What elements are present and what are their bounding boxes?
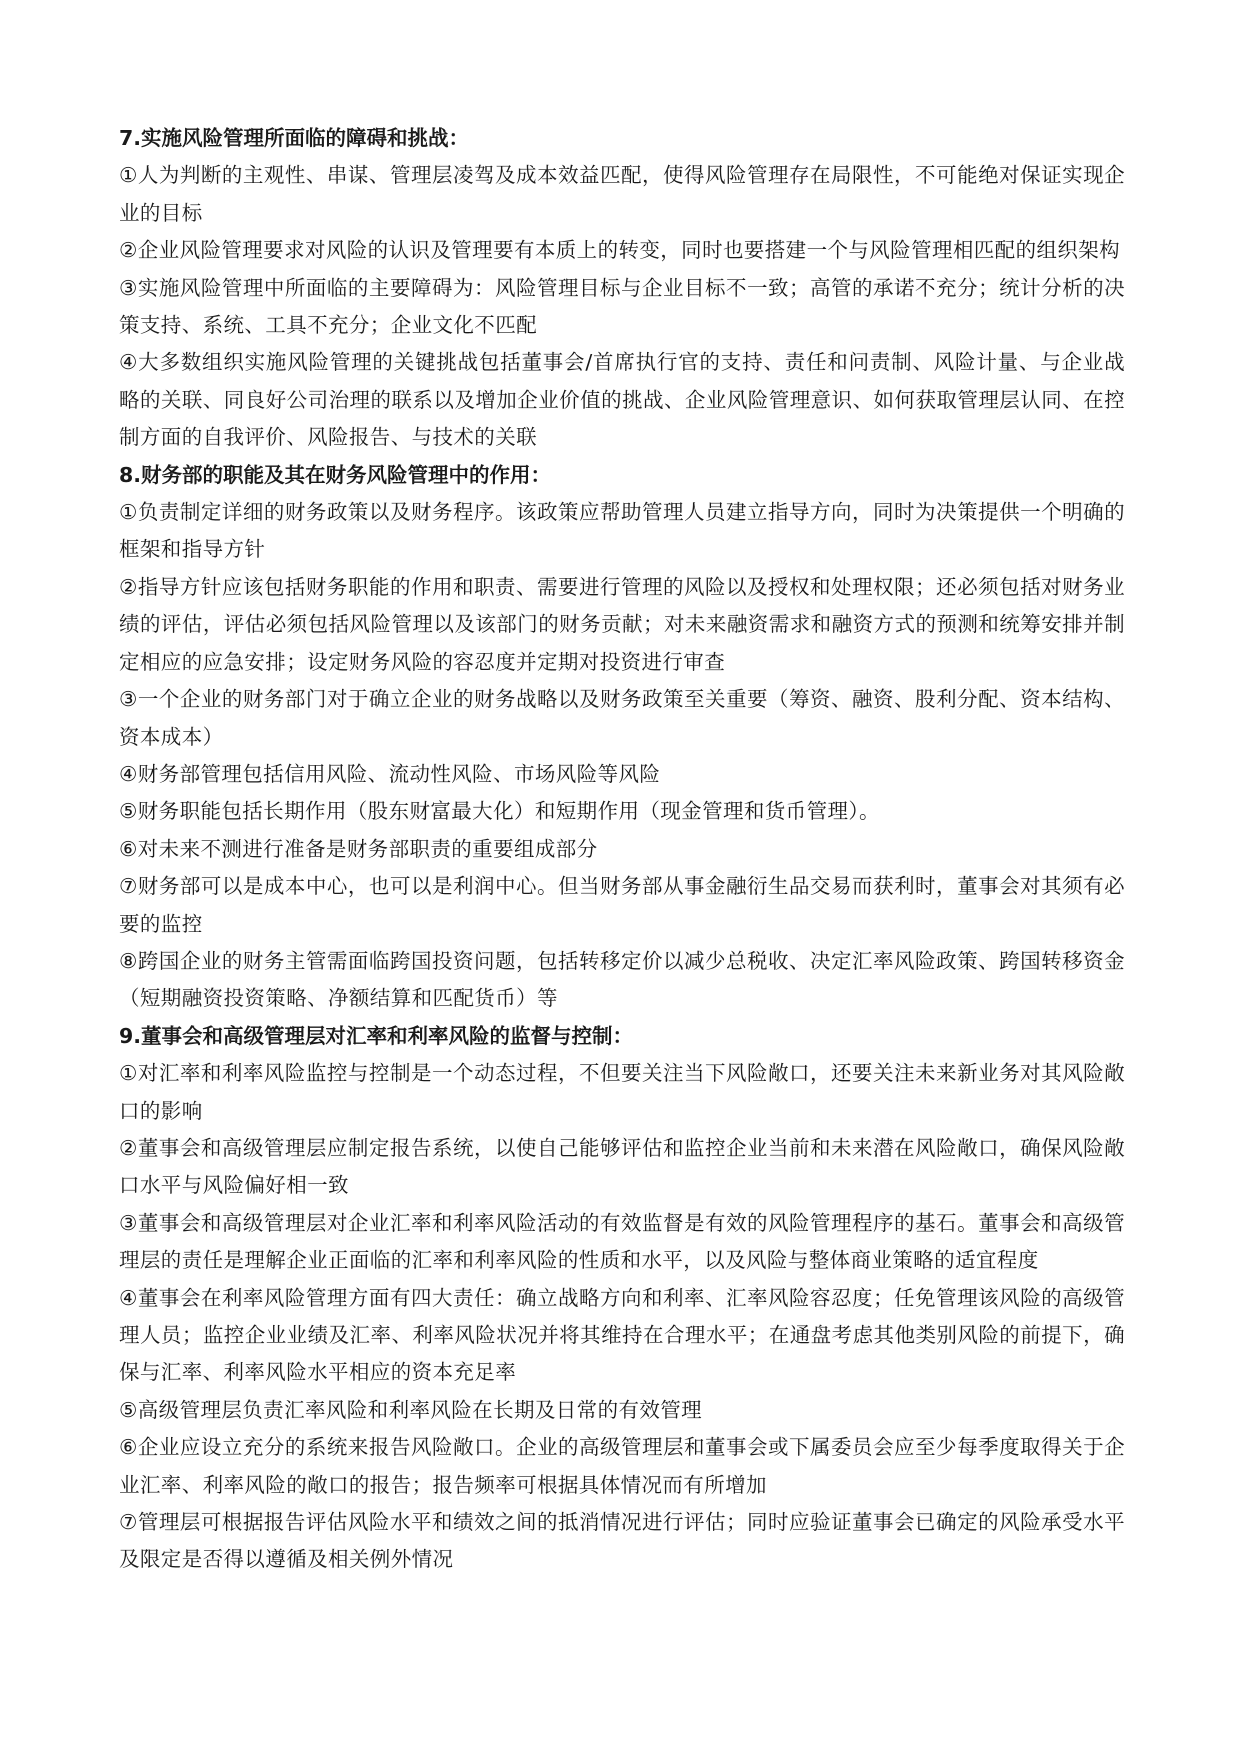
list-item: ④董事会在利率风险管理方面有四大责任：确立战略方向和利率、汇率风险容忍度；任免管理该风险的高级管理人员；监控企业业绩及汇率、利率风险状况并将其维持在合理水平；在通盘考虑其他类别风险的前提下，确保与汇率、利率风险水平相应的资本充足率 — [119, 1285, 1125, 1385]
section-heading: 8.财务部的职能及其在财务风险管理中的作用： — [119, 462, 552, 487]
section-heading: 9.董事会和高级管理层对汇率和利率风险的监督与控制： — [119, 1023, 634, 1048]
list-item: ⑥企业应设立充分的系统来报告风险敞口。企业的高级管理层和董事会或下属委员会应至少每季度取得关于企业汇率、利率风险的敞口的报告；报告频率可根据具体情况而有所增加 — [119, 1435, 1125, 1497]
list-item: ②指导方针应该包括财务职能的作用和职责、需要进行管理的风险以及授权和处理权限；还必须包括对财务业绩的评估，评估必须包括风险管理以及该部门的财务贡献；对未来融资需求和融资方式的预测和统筹安排并制定相应的应急安排；设定财务风险的容忍度并定期对投资进行审查 — [119, 574, 1125, 674]
list-item: ③一个企业的财务部门对于确立企业的财务战略以及财务政策至关重要（筹资、融资、股利分配、资本结构、资本成本） — [119, 687, 1125, 749]
list-item: ②董事会和高级管理层应制定报告系统，以使自己能够评估和监控企业当前和未来潜在风险敞口，确保风险敞口水平与风险偏好相一致 — [119, 1135, 1125, 1198]
list-item: ④大多数组织实施风险管理的关键挑战包括董事会/首席执行官的支持、责任和问责制、风险计量、与企业战略的关联、同良好公司治理的联系以及增加企业价值的挑战、企业风险管理意识、如何获取管理层认同、在控制方面的自我评价、风险报告、与技术的关联 — [119, 350, 1125, 450]
document-body — [119, 120, 1125, 1579]
list-item: ⑤财务职能包括长期作用（股东财富最大化）和短期作用（现金管理和货币管理）。 — [119, 799, 880, 824]
list-item: ②企业风险管理要求对风险的认识及管理要有本质上的转变，同时也要搭建一个与风险管理相匹配的组织架构 — [119, 238, 1121, 263]
list-item: ①人为判断的主观性、串谋、管理层凌驾及成本效益匹配，使得风险管理存在局限性，不可能绝对保证实现企业的目标 — [119, 163, 1125, 225]
list-item: ⑧跨国企业的财务主管需面临跨国投资问题，包括转移定价以减少总税收、决定汇率风险政策、跨国转移资金（短期融资投资策略、净额结算和匹配货币）等 — [119, 948, 1125, 1011]
list-item: ③董事会和高级管理层对企业汇率和利率风险活动的有效监督是有效的风险管理程序的基石。董事会和高级管理层的责任是理解企业正面临的汇率和利率风险的性质和水平，以及风险与整体商业策略的适宜程度 — [119, 1210, 1125, 1273]
list-item: ⑥对未来不测进行准备是财务部职责的重要组成部分 — [119, 836, 598, 861]
section-heading: 7.实施风险管理所面临的障碍和挑战： — [119, 126, 470, 150]
list-item: ①对汇率和利率风险监控与控制是一个动态过程，不但要关注当下风险敞口，还要关注未来新业务对其风险敞口的影响 — [119, 1061, 1125, 1123]
list-item: ④财务部管理包括信用风险、流动性风险、市场风险等风险 — [119, 761, 661, 786]
list-item: ①负责制定详细的财务政策以及财务程序。该政策应帮助管理人员建立指导方向，同时为决策提供一个明确的框架和指导方针 — [119, 500, 1125, 562]
list-item: ⑦财务部可以是成本中心，也可以是利润中心。但当财务部从事金融衍生品交易而获利时，董事会对其须有必要的监控 — [119, 874, 1125, 936]
list-item: ⑤高级管理层负责汇率风险和利率风险在长期及日常的有效管理 — [119, 1397, 703, 1422]
section-9 — [119, 1018, 1125, 1579]
list-item: ③实施风险管理中所面临的主要障碍为：风险管理目标与企业目标不一致；高管的承诺不充分；统计分析的决策支持、系统、工具不充分；企业文化不匹配 — [119, 275, 1125, 338]
list-item: ⑦管理层可根据报告评估风险水平和绩效之间的抵消情况进行评估；同时应验证董事会已确定的风险承受水平及限定是否得以遵循及相关例外情况 — [119, 1510, 1125, 1572]
section-8 — [119, 457, 1125, 1018]
section-7 — [119, 120, 1125, 457]
